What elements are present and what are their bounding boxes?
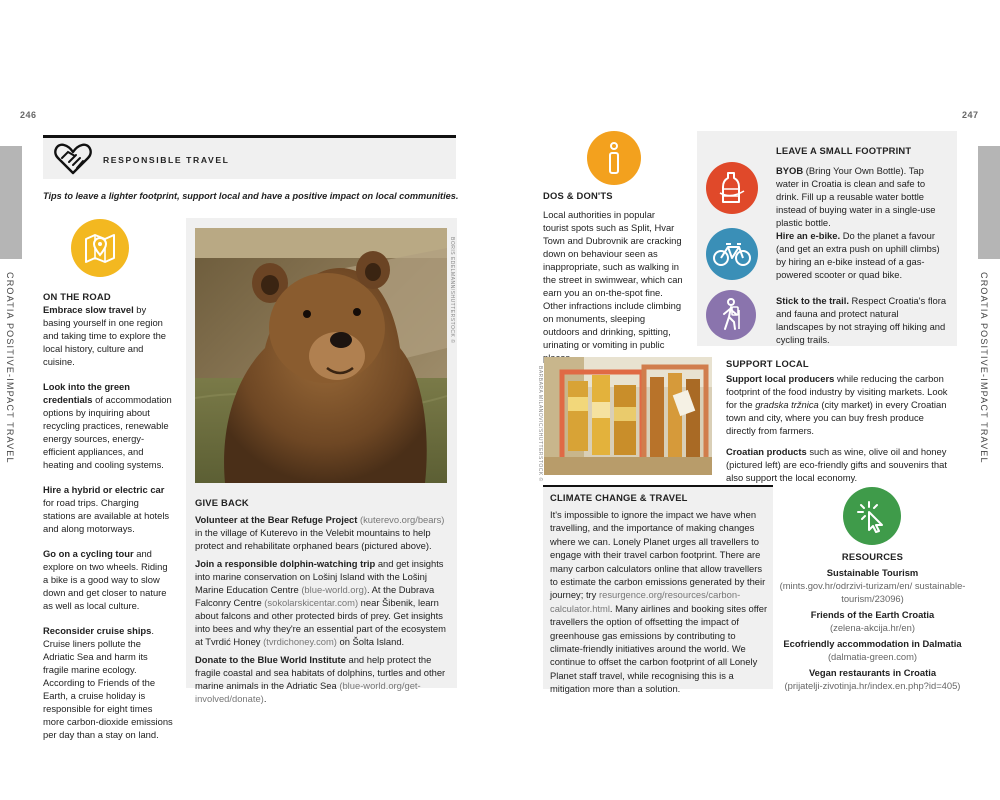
resource-name: Vegan restaurants in Croatia xyxy=(808,667,937,678)
footprint-title: LEAVE A SMALL FOOTPRINT xyxy=(776,145,912,156)
resource-name: Sustainable Tourism xyxy=(826,567,919,578)
link[interactable]: (blue-world.org) xyxy=(301,584,367,595)
give-back-item: Volunteer at the Bear Refuge Project (kuterevo.org/bears) in the village of Kuterevo in the Velebit mountains to help protect and rehabilitate orphaned bears (pictured above). xyxy=(195,514,445,551)
support-local-item: Croatian products such as wine, olive oil and honey (pictured left) are eco-friendly gifts and souvenirs that also support the local economy. xyxy=(726,446,947,483)
climate-text: It's impossible to ignore the impact we have when travelling, and the importance of making changes where we can. Lonely Planet urges all travellers to engage with their travel carbon footprint. There are many carbon calculators online that allow travellers to estimate the carbon emissions generated by their journey; try resurgence.org/resources/carbon-calculator.html. Many airlines and booking sites offer travellers the option of offsetting the impact of greenhouse gas emissions by contributing to climate-friendly initiatives around the world. We continue to offset the carbon footprint of all Lonely Planet staff travel, while recognising this is a mitigation more than a solution. xyxy=(550,509,768,695)
bear-photo-credit: BORIS EDELMANN/SHUTTERSTOCK © xyxy=(449,237,455,344)
resource-link[interactable]: (prijatelji-zivotinja.hr/index.en.php?id=405) xyxy=(784,680,961,691)
resource-link[interactable]: (zelena-akcija.hr/en) xyxy=(830,622,915,633)
link[interactable]: (blue-world.org/get-involved/donate) xyxy=(195,680,421,704)
handshake-heart-icon xyxy=(53,142,93,179)
support-local-item: Support local producers while reducing the carbon footprint of the food industry by visiting markets. Look for the gradska tržnica (city market) in every Croatian town and city, where you can buy fresh produce directly from farmers. xyxy=(726,373,948,436)
hiker-icon xyxy=(706,290,756,340)
support-local-section xyxy=(726,357,948,484)
footprint-item: Stick to the trail. Respect Croatia's flora and fauna and protect natural landscapes by not straying off hiking and cycling trails. xyxy=(776,295,947,345)
road-item: Reconsider cruise ships. Cruise liners pollute the Adriatic Sea and harm its fragile marine ecology. According to Friends of the Earth, a cruise holiday is responsible for eight times more carbon-dioxide emissions per day than a stay on land. xyxy=(43,625,173,740)
give-back-title: GIVE BACK xyxy=(195,497,249,508)
dos-donts-text: Local authorities in popular tourist spots such as Split, Hvar Town and Dubrovnik are cracking down on behaviour seen as inappropriate, such as walking in the street in swimwear, which can earn you an on-the-spot fine. Other infractions include climbing on monuments, sleeping outdoors and drinking, spitting, urinating or vomiting in public xyxy=(543,209,683,350)
bicycle-icon xyxy=(706,228,758,280)
page-number-right: 247 xyxy=(962,110,979,120)
side-tab-right xyxy=(978,146,1000,259)
honey-photo-credit: BARBARA MILANOVIC/SHUTTERSTOCK © xyxy=(537,366,543,482)
resources-section xyxy=(775,550,970,692)
link[interactable]: (tvrdichoney.com) xyxy=(263,636,337,647)
honey-photo xyxy=(544,357,712,475)
resources-title: RESOURCES xyxy=(841,551,904,562)
dos-donts-title: DOS & DON'TS xyxy=(543,190,613,201)
link[interactable]: resurgence.org/resources/carbon-calculator.html xyxy=(550,589,741,614)
side-title-right: CROATIA POSITIVE-IMPACT TRAVEL xyxy=(979,272,989,464)
on-the-road-section xyxy=(43,290,173,741)
climate-title: CLIMATE CHANGE & TRAVEL xyxy=(550,492,688,503)
info-icon xyxy=(587,131,641,185)
page-number-left: 246 xyxy=(20,110,37,120)
resource-link[interactable]: (dalmatia-green.com) xyxy=(827,651,918,662)
link[interactable]: (kuterevo.org/bears) xyxy=(359,514,445,525)
section-title: RESPONSIBLE TRAVEL xyxy=(103,155,230,165)
road-item: Embrace slow travel by basing yourself in one region and taking time to explore the local history, culture and cuisine. xyxy=(43,304,166,367)
support-local-title: SUPPORT LOCAL xyxy=(726,358,809,369)
link[interactable]: (sokolarskicentar.com) xyxy=(264,597,359,608)
intro-text: Tips to leave a lighter footprint, support local and have a positive impact on local communities. xyxy=(43,191,459,201)
side-title-left: CROATIA POSITIVE-IMPACT TRAVEL xyxy=(5,272,15,464)
road-item: Hire a hybrid or electric car for road trips. Charging stations are available at hotels and along motorways. xyxy=(43,484,170,534)
give-back-item: Donate to the Blue World Institute and help protect the fragile coastal and sea habitats of dolphins, turtles and other marine animals in the Adriatic Sea (blue-world.org/get-involved/donate). xyxy=(195,654,446,704)
road-item: Go on a cycling tour and explore on two wheels. Riding a bike is a good way to slow down and get closer to nature as well as local culture. xyxy=(43,548,168,611)
section-header xyxy=(43,135,456,179)
give-back-item: Join a responsible dolphin-watching trip and get insights into marine conservation on Lošinj Island with the Lošinj Marine Education Centre (blue-world.org). At the Dubrava Falconry Centre (sokolarskicentar.com) near Šibenik, learn about falcons and other protected birds of prey. Get insights into bees and why they're an essential part of the ecosystem at Tvrdić Honey (tvrdichoney.com) on Šolta Island. xyxy=(195,558,446,647)
footprint-item: BYOB (Bring Your Own Bottle). Tap water in Croatia is clean and safe to drink. Fill up a reusable water bottle instead of buying water in a single-use plastic bottle. xyxy=(776,165,936,228)
cursor-click-icon xyxy=(843,487,901,545)
map-pin-icon xyxy=(71,219,129,277)
climate-section xyxy=(550,491,768,696)
bear-photo xyxy=(195,228,447,483)
resource-link[interactable]: (mints.gov.hr/odrzivi-turizam/en/ sustainable-tourism/23096) xyxy=(779,580,966,604)
resource-name: Ecofriendly accommodation in Dalmatia xyxy=(783,638,962,649)
resource-name: Friends of the Earth Croatia xyxy=(810,609,935,620)
on-the-road-title: ON THE ROAD xyxy=(43,291,111,302)
dos-donts-section xyxy=(543,189,683,364)
road-item: Look into the green credentials of accommodation options by inquiring about recycling practices, renewable energy sources, energy-efficient appliances, and heating and cooling systems. xyxy=(43,381,172,470)
bottle-icon xyxy=(706,162,758,214)
give-back-section xyxy=(195,496,449,705)
side-tab-left xyxy=(0,146,22,259)
footprint-item: Hire an e-bike. Do the planet a favour (and get an extra push on uphill climbs) by hiring an e-bike instead of a gas-powered scooter or quad bike. xyxy=(776,230,940,280)
